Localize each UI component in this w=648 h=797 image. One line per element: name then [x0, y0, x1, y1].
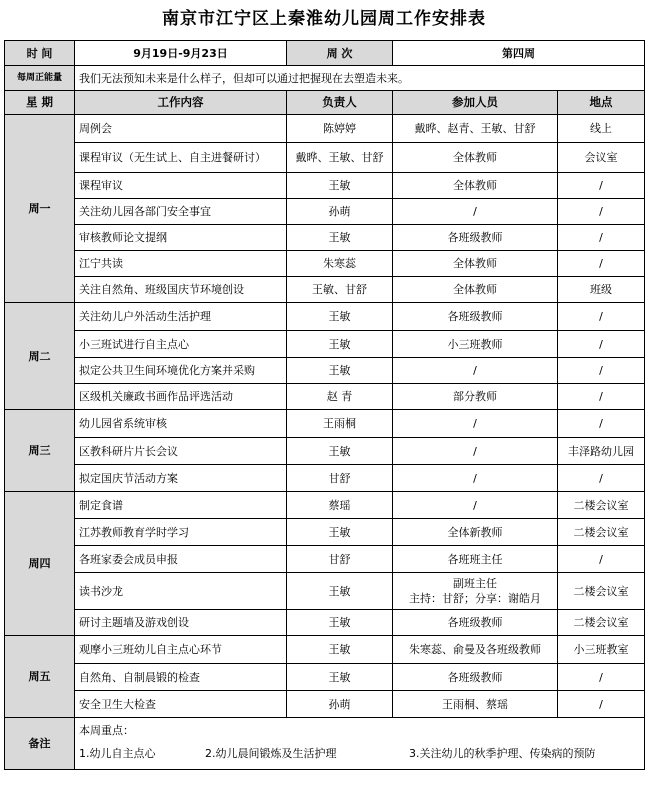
- owner: 王敏: [287, 303, 393, 331]
- table-row: [5, 251, 645, 277]
- owner: 赵 青: [287, 384, 393, 410]
- participants: 各班级教师: [393, 664, 558, 691]
- table-row: [5, 277, 645, 303]
- work-content: 课程审议（无生试上、自主进餐研讨）: [75, 143, 287, 173]
- notes-row: [5, 718, 645, 770]
- focus-list: [79, 747, 640, 760]
- table-row: [5, 143, 645, 173]
- work-content: 拟定国庆节活动方案: [75, 465, 287, 492]
- work-content: 幼儿园省系统审核: [75, 410, 287, 438]
- work-content: 周例会: [75, 115, 287, 143]
- location: /: [558, 225, 645, 251]
- focus-item: 3.关注幼儿的秋季护理、传染病的预防: [409, 747, 596, 760]
- participants: 全体教师: [393, 251, 558, 277]
- col-owner: 负责人: [287, 91, 393, 115]
- day-label: 周五: [5, 636, 75, 718]
- work-content: 小三班试进行自主点心: [75, 331, 287, 358]
- participants: /: [393, 438, 558, 465]
- table-row: [5, 384, 645, 410]
- location: /: [558, 664, 645, 691]
- participants: 各班级教师: [393, 225, 558, 251]
- participants: 各班班主任: [393, 546, 558, 573]
- location: 二楼会议室: [558, 610, 645, 636]
- participants: 各班级教师: [393, 303, 558, 331]
- location: 线上: [558, 115, 645, 143]
- work-content: 读书沙龙: [75, 573, 287, 610]
- work-content: 安全卫生大检查: [75, 691, 287, 718]
- work-content: 关注幼儿园各部门安全事宜: [75, 199, 287, 225]
- location: 小三班教室: [558, 636, 645, 664]
- participants: /: [393, 492, 558, 519]
- day-label: 周一: [5, 115, 75, 303]
- notes-content: [75, 718, 645, 770]
- work-content: 观摩小三班幼儿自主点心环节: [75, 636, 287, 664]
- page-title: 南京市江宁区上秦淮幼儿园周工作安排表: [162, 9, 486, 29]
- owner: 王敏: [287, 438, 393, 465]
- table-row: [5, 610, 645, 636]
- column-header-row: [5, 91, 645, 115]
- location: /: [558, 199, 645, 225]
- motto-label: 每周正能量: [5, 66, 75, 91]
- participants: [393, 573, 558, 610]
- work-content: 自然角、自制晨锻的检查: [75, 664, 287, 691]
- location: /: [558, 384, 645, 410]
- owner: 王敏: [287, 173, 393, 199]
- owner: 王敏: [287, 610, 393, 636]
- participants: 各班级教师: [393, 610, 558, 636]
- work-content: 各班家委会成员申报: [75, 546, 287, 573]
- table-row: [5, 546, 645, 573]
- location: /: [558, 410, 645, 438]
- participants: 戴晔、赵青、王敏、甘舒: [393, 115, 558, 143]
- owner: 甘舒: [287, 546, 393, 573]
- table-row: [5, 199, 645, 225]
- owner: 陈婷婷: [287, 115, 393, 143]
- table-row: [5, 303, 645, 331]
- location: /: [558, 465, 645, 492]
- table-row: [5, 519, 645, 546]
- location: 二楼会议室: [558, 573, 645, 610]
- participants: /: [393, 465, 558, 492]
- motto-text: 我们无法预知未来是什么样子，但却可以通过把握现在去塑造未来。: [75, 66, 645, 91]
- owner: 王敏: [287, 636, 393, 664]
- owner: 王雨桐: [287, 410, 393, 438]
- participants: 全体新教师: [393, 519, 558, 546]
- location: 会议室: [558, 143, 645, 173]
- motto-row: [5, 66, 645, 91]
- owner: 王敏、甘舒: [287, 277, 393, 303]
- location: /: [558, 251, 645, 277]
- location: 丰泽路幼儿园: [558, 438, 645, 465]
- work-content: 关注幼儿户外活动生活护理: [75, 303, 287, 331]
- participants: 小三班教师: [393, 331, 558, 358]
- owner: 孙萌: [287, 199, 393, 225]
- owner: 王敏: [287, 573, 393, 610]
- owner: 王敏: [287, 331, 393, 358]
- table-row: [5, 573, 645, 610]
- table-row: [5, 358, 645, 384]
- owner: 孙萌: [287, 691, 393, 718]
- work-content: 审核教师论文提纲: [75, 225, 287, 251]
- location: /: [558, 691, 645, 718]
- participants: 全体教师: [393, 173, 558, 199]
- table-row: [5, 331, 645, 358]
- location: 二楼会议室: [558, 492, 645, 519]
- focus-item: 2.幼儿晨间锻炼及生活护理: [205, 747, 337, 760]
- location: /: [558, 331, 645, 358]
- owner: 王敏: [287, 664, 393, 691]
- table-row: [5, 465, 645, 492]
- table-row: [5, 410, 645, 438]
- notes-label: 备注: [5, 718, 75, 770]
- time-label: 时 间: [5, 41, 75, 66]
- col-day: 星 期: [5, 91, 75, 115]
- col-content: 工作内容: [75, 91, 287, 115]
- owner: 戴晔、王敏、甘舒: [287, 143, 393, 173]
- work-content: 区级机关廉政书画作品评选活动: [75, 384, 287, 410]
- participants: 全体教师: [393, 277, 558, 303]
- location: /: [558, 358, 645, 384]
- location: /: [558, 173, 645, 199]
- participants: 王雨桐、蔡瑶: [393, 691, 558, 718]
- participants-line1: 副班主任: [453, 577, 497, 590]
- work-content: 江宁共读: [75, 251, 287, 277]
- participants: /: [393, 358, 558, 384]
- work-content: 课程审议: [75, 173, 287, 199]
- table-row: [5, 115, 645, 143]
- table-row: [5, 173, 645, 199]
- location: 二楼会议室: [558, 519, 645, 546]
- focus-item: 1.幼儿自主点心: [79, 747, 156, 760]
- day-label: 周二: [5, 303, 75, 410]
- table-row: [5, 492, 645, 519]
- owner: 蔡瑶: [287, 492, 393, 519]
- work-content: 拟定公共卫生间环境优化方案并采购: [75, 358, 287, 384]
- owner: 王敏: [287, 519, 393, 546]
- table-row: [5, 664, 645, 691]
- header-row: [5, 41, 645, 66]
- work-content: 研讨主题墙及游戏创设: [75, 610, 287, 636]
- participants: 全体教师: [393, 143, 558, 173]
- participants: /: [393, 199, 558, 225]
- participants: 部分教师: [393, 384, 558, 410]
- notes-heading: 本周重点：: [79, 724, 134, 737]
- table-row: [5, 636, 645, 664]
- work-content: 江苏教师教育学时学习: [75, 519, 287, 546]
- day-label: 周三: [5, 410, 75, 492]
- location: /: [558, 303, 645, 331]
- owner: 甘舒: [287, 465, 393, 492]
- participants: /: [393, 410, 558, 438]
- participants-line2: 主持：甘舒；分享：谢皓月: [409, 592, 541, 605]
- owner: 王敏: [287, 225, 393, 251]
- table-row: [5, 225, 645, 251]
- table-row: [5, 438, 645, 465]
- location: /: [558, 546, 645, 573]
- owner: 王敏: [287, 358, 393, 384]
- schedule-table: [4, 40, 645, 770]
- work-content: 关注自然角、班级国庆节环境创设: [75, 277, 287, 303]
- owner: 朱寒蕊: [287, 251, 393, 277]
- week-value: 第四周: [393, 41, 645, 66]
- col-location: 地点: [558, 91, 645, 115]
- day-label: 周四: [5, 492, 75, 636]
- work-content: 区教科研片片长会议: [75, 438, 287, 465]
- col-participants: 参加人员: [393, 91, 558, 115]
- location: 班级: [558, 277, 645, 303]
- work-content: 制定食谱: [75, 492, 287, 519]
- table-row: [5, 691, 645, 718]
- week-label: 周 次: [287, 41, 393, 66]
- participants: 朱寒蕊、俞曼及各班级教师: [393, 636, 558, 664]
- date-range: 9月19日-9月23日: [75, 41, 287, 66]
